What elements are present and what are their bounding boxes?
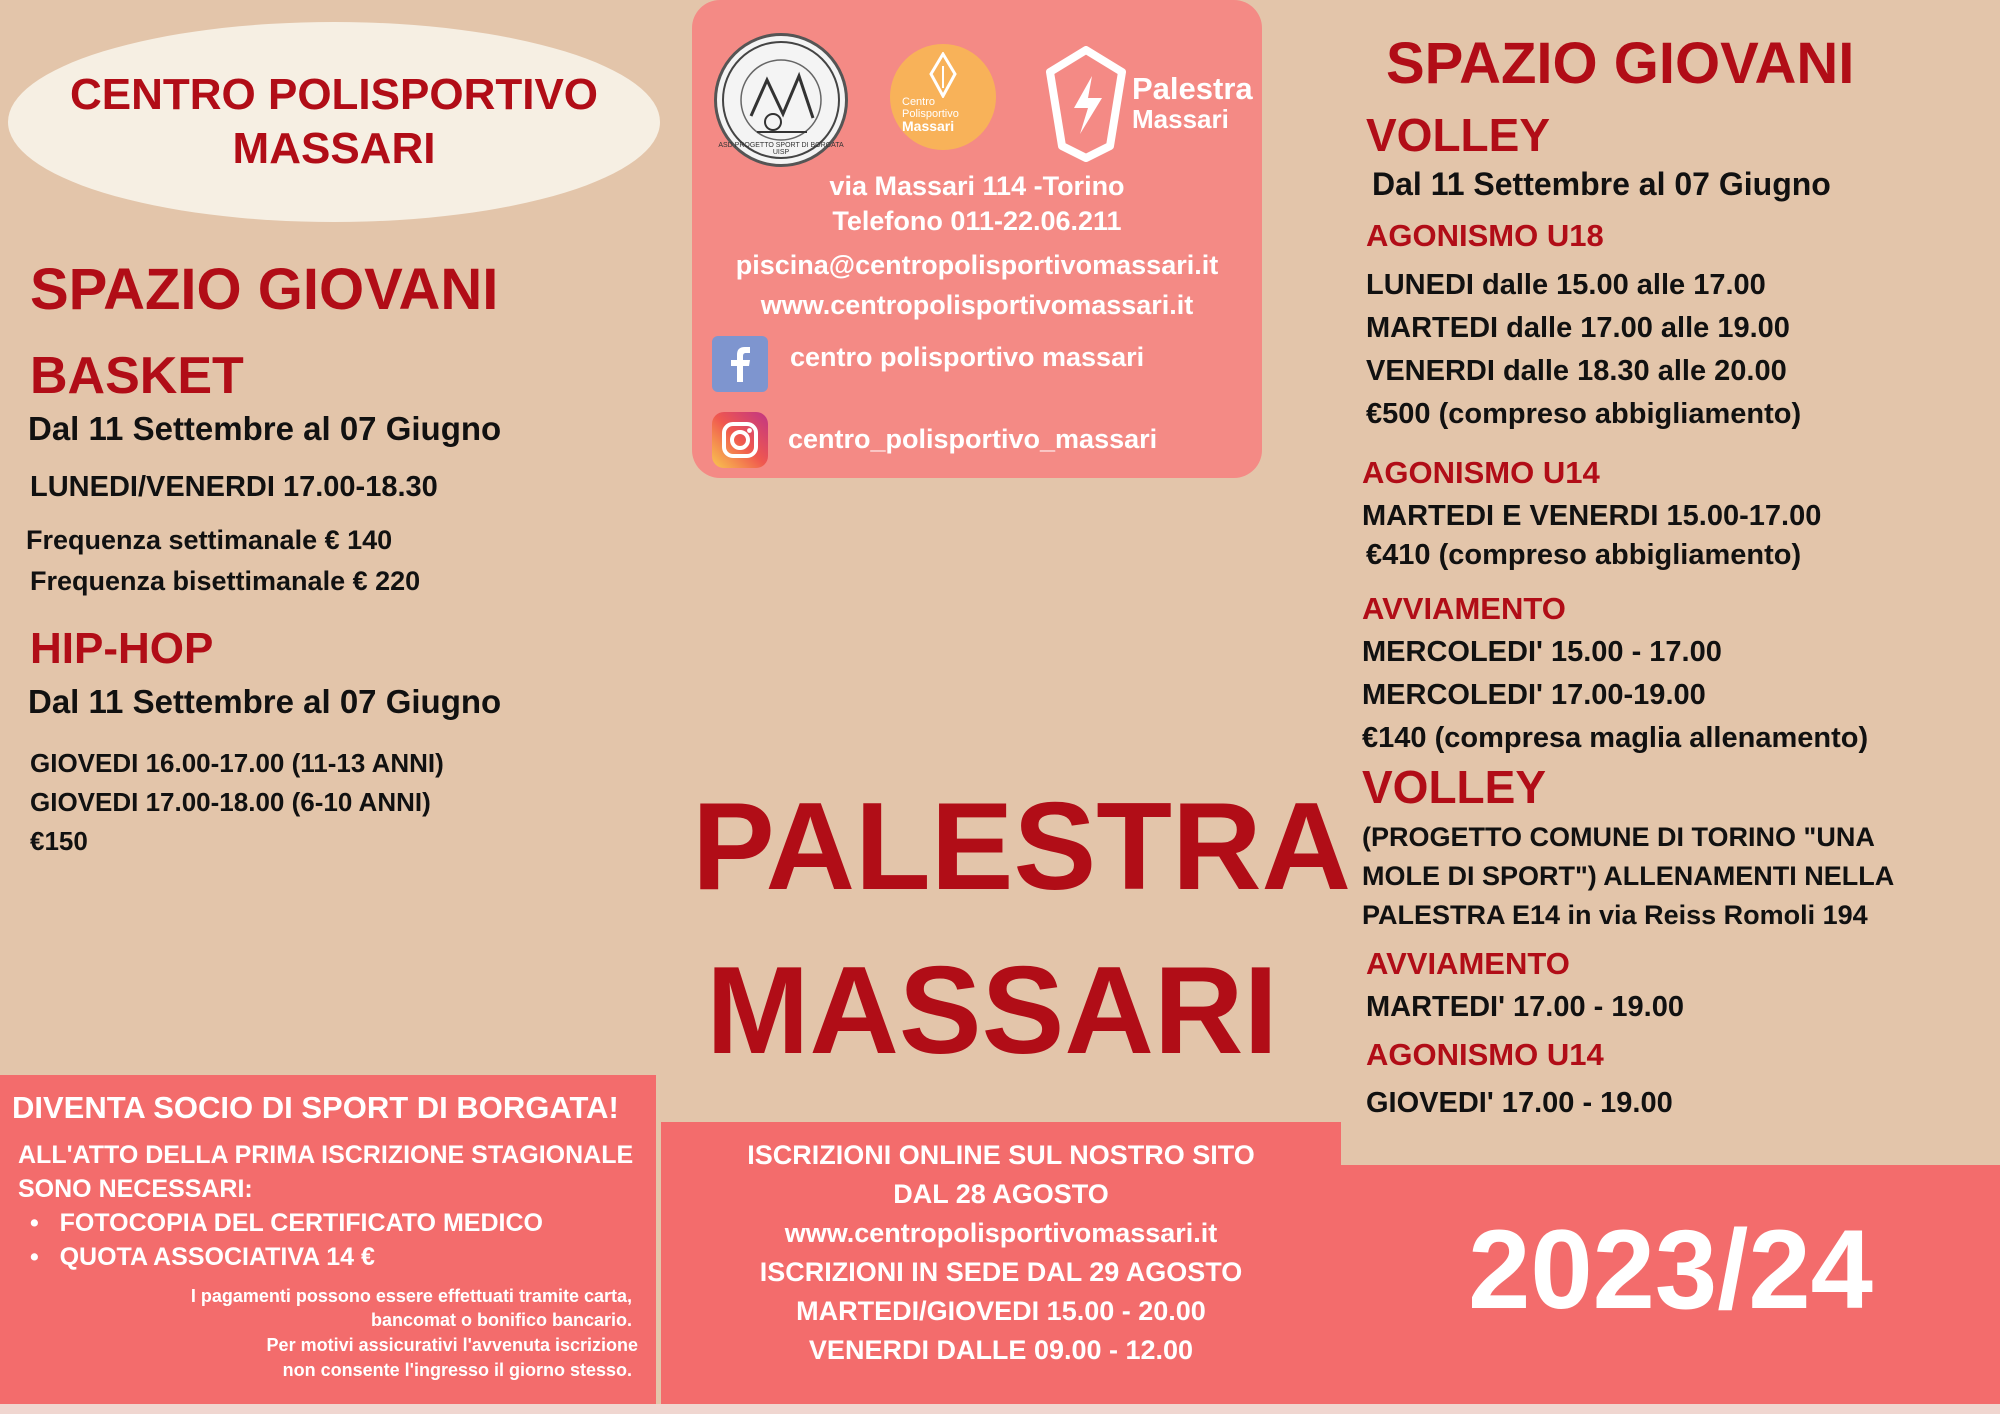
membership-intro1: ALL'ATTO DELLA PRIMA ISCRIZIONE STAGIONALE: [18, 1141, 634, 1169]
membership-note3: Per motivi assicurativi l'avvenuta iscrizione: [266, 1335, 638, 1355]
pen-nib-icon: [928, 52, 958, 98]
avviamento-price: €140 (compresa maglia allenamento): [1362, 722, 1869, 754]
registration-line2: DAL 28 AGOSTO: [893, 1179, 1109, 1209]
u18-title: AGONISMO U18: [1366, 218, 1604, 253]
volley2-line1: (PROGETTO COMUNE DI TORINO "UNA: [1362, 822, 1875, 852]
title-massari: MASSARI: [706, 942, 1278, 1080]
palestra-massari-logo: [1044, 46, 1264, 166]
membership-note1: I pagamenti possono essere effettuati tramite carta,: [190, 1286, 632, 1306]
registration-line1: ISCRIZIONI ONLINE SUL NOSTRO SITO: [747, 1140, 1255, 1170]
avviamento2-title: AVVIAMENTO: [1366, 946, 1570, 981]
volley2-line2: MOLE DI SPORT") ALLENAMENTI NELLA: [1362, 861, 1895, 891]
facebook-icon[interactable]: [712, 336, 768, 392]
palestra-logo-line2: Massari: [1132, 104, 1229, 134]
centro-logo-line3: Massari: [902, 118, 955, 134]
hiphop-dates: Dal 11 Settembre al 07 Giugno: [28, 683, 502, 720]
membership-note4: non consente l'ingresso il giorno stesso.: [282, 1360, 632, 1380]
basket-title: BASKET: [30, 347, 244, 405]
avviamento2-line1: MARTEDI' 17.00 - 19.00: [1366, 991, 1684, 1023]
right-heading: SPAZIO GIOVANI: [1386, 31, 1855, 96]
u14-line1: MARTEDI E VENERDI 15.00-17.00: [1362, 500, 1822, 532]
season-year: 2023/24: [1468, 1207, 1873, 1332]
contact-website[interactable]: www.centropolisportivomassari.it: [760, 290, 1194, 320]
volley2-title: VOLLEY: [1362, 761, 1547, 813]
avviamento-line1: MERCOLEDI' 15.00 - 17.00: [1362, 636, 1722, 668]
avviamento-title: AVVIAMENTO: [1362, 591, 1566, 626]
registration-line6: VENERDI DALLE 09.00 - 12.00: [808, 1335, 1194, 1365]
basket-dates: Dal 11 Settembre al 07 Giugno: [28, 410, 502, 447]
hiphop-line1: GIOVEDI 16.00-17.00 (11-13 ANNI): [30, 748, 444, 778]
contact-address: via Massari 114 -Torino: [829, 171, 1125, 201]
centro-polisportivo-logo: [890, 44, 996, 150]
instagram-link[interactable]: centro_polisportivo_massari: [788, 424, 1158, 454]
basket-freq1: Frequenza settimanale € 140: [26, 525, 393, 555]
lightning-shield-icon: [1044, 46, 1128, 162]
volley-dates: Dal 11 Settembre al 07 Giugno: [1372, 166, 1831, 202]
registration-line4: ISCRIZIONI IN SEDE DAL 29 AGOSTO: [759, 1257, 1243, 1287]
contact-email[interactable]: piscina@centropolisportivomassari.it: [735, 250, 1219, 280]
club-name-badge: [8, 22, 660, 222]
membership-title: DIVENTA SOCIO DI SPORT DI BORGATA!: [12, 1090, 619, 1125]
u14-price: €410 (compreso abbigliamento): [1366, 539, 1802, 571]
volley-title: VOLLEY: [1366, 109, 1551, 161]
registration-line5: MARTEDI/GIOVEDI 15.00 - 20.00: [796, 1296, 1206, 1326]
sport-di-borgata-logo: [714, 33, 848, 167]
hiphop-line2: GIOVEDI 17.00-18.00 (6-10 ANNI): [30, 787, 431, 817]
registration-panel: [661, 1122, 1341, 1414]
u18-price: €500 (compreso abbigliamento): [1366, 398, 1802, 430]
palestra-logo-line1: Palestra: [1132, 71, 1253, 106]
membership-panel: [0, 1075, 656, 1414]
title-palestra: PALESTRA: [692, 778, 1352, 916]
facebook-link[interactable]: centro polisportivo massari: [790, 342, 1145, 372]
u14-title: AGONISMO U14: [1362, 455, 1600, 490]
u18-line2: MARTEDI dalle 17.00 alle 19.00: [1366, 312, 1790, 344]
sport-logo-text: ASD PROGETTO SPORT DI BORGATA UISP: [718, 142, 844, 156]
season-panel: [1341, 1165, 2000, 1414]
hiphop-price: €150: [30, 826, 88, 856]
contact-phone: Telefono 011-22.06.211: [832, 206, 1122, 236]
membership-bullet1: • FOTOCOPIA DEL CERTIFICATO MEDICO: [30, 1209, 543, 1237]
u14b-line1: GIOVEDI' 17.00 - 19.00: [1366, 1087, 1673, 1119]
club-name-line1: CENTRO POLISPORTIVO: [69, 70, 599, 119]
basket-freq2: Frequenza bisettimanale € 220: [30, 566, 421, 596]
volley2-line3: PALESTRA E14 in via Reiss Romoli 194: [1362, 900, 1868, 930]
club-name-line2: MASSARI: [232, 124, 436, 173]
basket-schedule: LUNEDI/VENERDI 17.00-18.30: [30, 471, 438, 503]
avviamento-line2: MERCOLEDI' 17.00-19.00: [1362, 679, 1706, 711]
centro-logo-line2: Polisportivo: [902, 108, 959, 120]
centro-logo-line1: Centro: [902, 96, 936, 108]
u14b-title: AGONISMO U14: [1366, 1037, 1604, 1072]
membership-note2: bancomat o bonifico bancario.: [370, 1310, 632, 1330]
u18-line3: VENERDI dalle 18.30 alle 20.00: [1366, 355, 1787, 387]
hiphop-title: HIP-HOP: [30, 624, 214, 673]
bottom-stripe: [0, 1404, 2000, 1414]
membership-bullet2: • QUOTA ASSOCIATIVA 14 €: [30, 1243, 375, 1271]
instagram-icon[interactable]: [712, 412, 768, 468]
left-heading: SPAZIO GIOVANI: [30, 257, 499, 322]
membership-intro2: SONO NECESSARI:: [18, 1175, 253, 1203]
u18-line1: LUNEDI dalle 15.00 alle 17.00: [1366, 269, 1766, 301]
registration-website[interactable]: www.centropolisportivomassari.it: [784, 1218, 1218, 1248]
